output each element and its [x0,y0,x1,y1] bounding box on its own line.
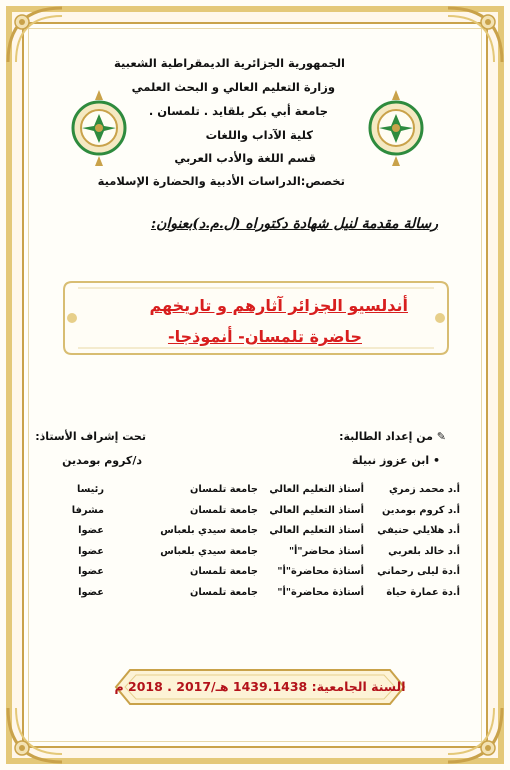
header-faculty: كلية الآداب واللغات [205,128,313,142]
main-title-line-2: حاضرة تلمسان- أنموذجا- [167,327,362,346]
jury-member-name: أ.دة ليلى رحماني [377,566,460,577]
student-label-row [339,430,446,443]
thesis-statement: رسالة مقدمة لنيل شهادة دكتوراه (ل.م.د)بعنوان: [150,216,438,232]
main-title-line-1: أندلسيو الجزائر آثارهم و تاريخهم [149,296,408,315]
header-ministry: وزارة التعليم العالي و البحث العلمي [131,80,335,94]
supervisor-name: د/كروم بومدين [62,454,142,467]
jury-member-rank: أستاذ التعليم العالي [269,525,364,536]
header-republic: الجمهورية الجزائرية الديمقراطية الشعبية [113,56,345,70]
corner-ornament-top-left [4,4,66,66]
supervisor-label: تحت إشراف الأستاذ: [35,430,146,443]
jury-member-rank: أستاذة محاضرة"أ" [277,586,364,598]
jury-member-rank: أستاذ محاضر"أ" [288,545,364,557]
bullet-icon: • [432,454,440,467]
corner-ornament-top-right [444,4,506,66]
jury-member-role: مشرفا [71,504,104,516]
jury-member-rank: أستاذ التعليم العالي [269,504,364,516]
jury-member-role: عضوا [78,545,104,557]
jury-member-university: جامعة تلمسان [190,566,258,577]
student-name: ابن عزوز نبيلة [351,454,430,467]
jury-table [60,482,460,605]
jury-member-university: جامعة تلمسان [190,484,258,495]
jury-row [60,523,460,544]
header-department: قسم اللغة والأدب العربي [174,151,316,165]
header-university: جامعة أبي بكر بلقايد . تلمسان . [148,104,328,118]
title-ornament-frame [58,276,454,360]
jury-member-role: عضوا [78,525,104,536]
student-label: من إعداد الطالبة: [339,430,433,443]
jury-row [60,482,460,503]
corner-ornament-bottom-left [4,704,66,766]
jury-member-rank: أستاذة محاضرة"أ" [277,566,364,577]
jury-member-name: أ.د كروم بومدين [381,504,460,516]
jury-member-name: أ.د محمد زمري [388,484,460,495]
student-name-row [352,454,440,467]
jury-member-rank: أستاذ التعليم العالي [269,484,364,495]
academic-year: السنة الجامعية: 1439.1438 هـ/2017 . 2018 م [114,679,406,694]
jury-row [60,585,460,606]
jury-row [60,564,460,585]
jury-member-university: جامعة سيدي بلعباس [160,525,258,536]
jury-member-name: أ.دة عمارة حياة [386,586,460,598]
jury-member-role: رئيسا [77,484,104,495]
jury-row [60,503,460,524]
jury-member-university: جامعة سيدي بلعباس [160,545,258,557]
header-specialty: تخصص:الدراسات الأدبية والحضارة الإسلامية [97,174,345,188]
jury-member-role: عضوا [78,566,104,577]
jury-member-name: أ.د خالد بلعربي [388,545,460,557]
university-emblem-icon-right [363,86,429,170]
jury-member-name: أ.د هلايلي حنيفي [377,525,460,536]
jury-member-university: جامعة تلمسان [190,586,258,598]
pencil-icon: ✎ [436,430,446,443]
jury-row [60,544,460,565]
jury-member-university: جامعة تلمسان [190,504,258,516]
corner-ornament-bottom-right [444,704,506,766]
jury-member-role: عضوا [78,586,104,598]
